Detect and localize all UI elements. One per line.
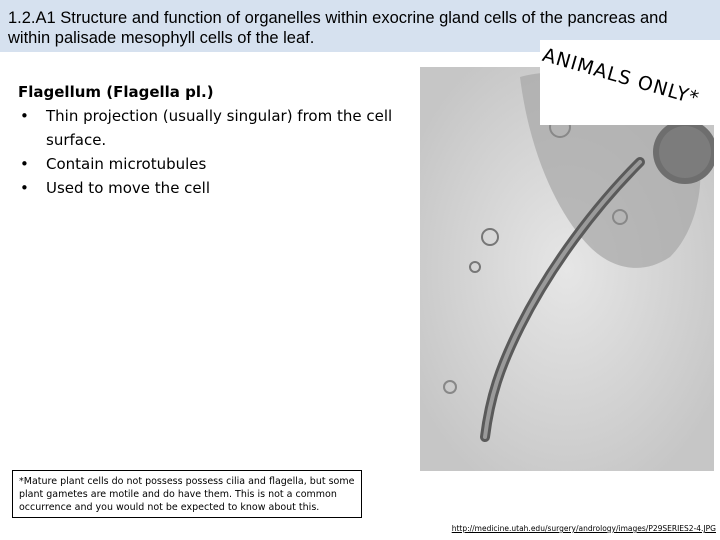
bullet-list xyxy=(18,104,398,200)
bullet-icon: • xyxy=(20,107,29,125)
bullet-item xyxy=(18,104,398,152)
stamp-text: ANIMALS ONLY* xyxy=(539,44,702,110)
bullet-text: Used to move the cell xyxy=(46,179,210,197)
footnote-box: *Mature plant cells do not possess possess cilia and flagella, but some plant gametes are motile and do have them. This is not a common occurrence and you would not be expected to know about this. xyxy=(12,470,362,518)
source-link[interactable]: http://medicine.utah.edu/surgery/andrology/images/P29SERIES2-4.JPG xyxy=(451,524,716,533)
bullet-item xyxy=(18,152,398,176)
flagellum-micrograph xyxy=(420,67,714,471)
slide-title: 1.2.A1 Structure and function of organelles within exocrine gland cells of the pancreas and within palisade mesophyll cells of the leaf. xyxy=(8,9,668,47)
bullet-text: Thin projection (usually singular) from the cell surface. xyxy=(46,107,393,149)
bullet-item xyxy=(18,176,398,200)
bullet-icon: • xyxy=(20,155,29,173)
section-heading: Flagellum (Flagella pl.) xyxy=(18,83,214,101)
bullet-icon: • xyxy=(20,179,29,197)
animals-only-stamp xyxy=(540,40,720,125)
content-block xyxy=(18,80,398,200)
bullet-text: Contain microtubules xyxy=(46,155,207,173)
